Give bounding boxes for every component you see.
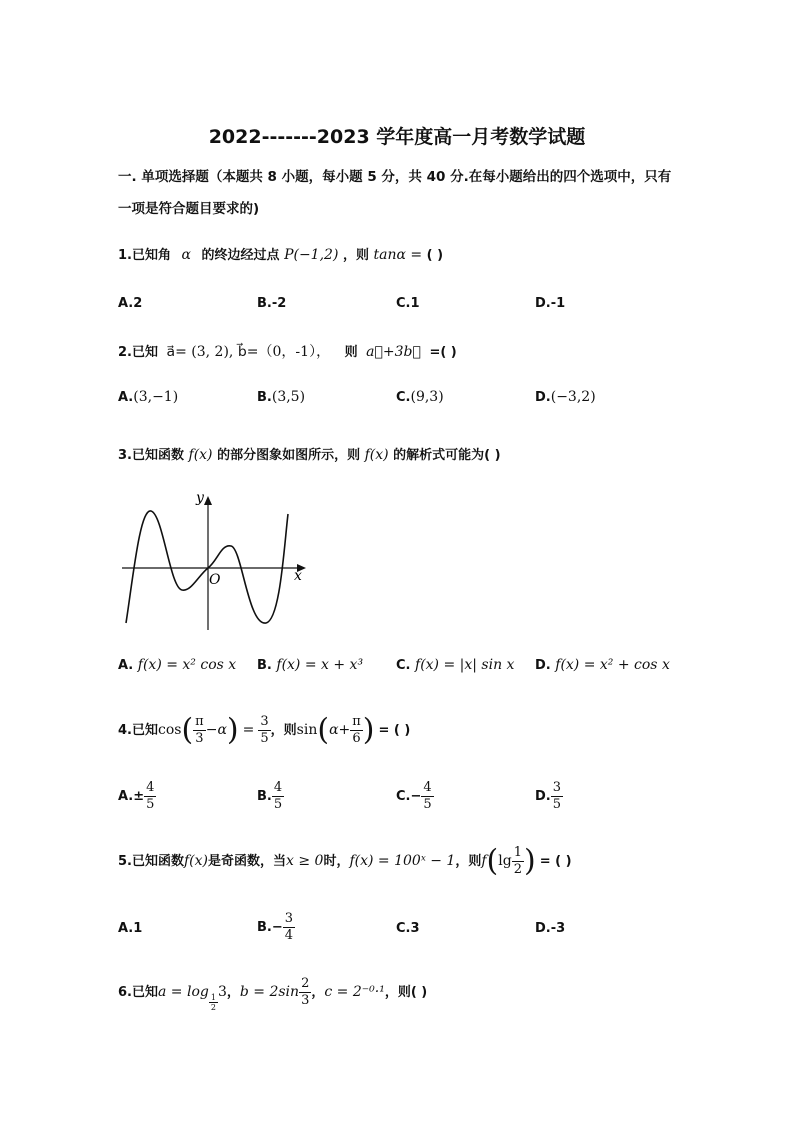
q2-option-b: B.(3,5) [257,389,306,405]
x-axis-label: x [294,568,302,584]
q2-option-a: A.(3,−1) [118,389,179,405]
q1-alpha: α [181,247,191,263]
q1-tail: ( ) [426,248,444,263]
q2-then: 则 [344,345,358,360]
q3-fx: f(x) [188,447,213,463]
q5-mid: 是奇函数，当 [208,854,287,869]
y-axis-label: y [196,490,204,506]
q6-b-definition: b = 2sin [239,984,300,1000]
question-4: 4.已知cos( $\frac{\pi}{3}$ −α) = $\frac{3}{5}$ ，则sin(α+ $\frac{\pi}{6}$ ) = ( ) [118,712,411,748]
q5-f: f [481,853,487,869]
q5-fx: f(x) [183,853,208,869]
q3-option-a: A. f(x) = x² cos x [118,657,237,673]
q4-then: ，则 [270,723,297,738]
q3-function-graph [118,488,318,633]
q6-prefix: 6.已知 [118,985,158,1000]
q2-option-d: D.(−3,2) [535,389,596,405]
q5-half: $\frac{1}{2}$ [513,845,522,877]
q4-option-d: D. $\frac{3}{5}$ [535,780,562,812]
q5-option-a: A.1 [118,921,143,936]
q4-tail: = ( ) [378,723,411,738]
q5-option-c: C.3 [396,921,420,936]
q1-option-b: B.-2 [257,296,287,311]
q2-expr: a⃗+3b⃗ [366,344,421,360]
q3-prefix: 3.已知函数 [118,448,184,463]
q3-option-d: D. f(x) = x² + cos x [535,657,670,673]
q1-option-c: C.1 [396,296,420,311]
q5-lg: lg [498,853,512,869]
q6-log-arg: 3 [217,984,227,1000]
q1-prefix: 1.已知角 [118,248,171,263]
y-axis-arrow [204,496,212,505]
function-curve [126,511,288,623]
q4-prefix: 4.已知 [118,723,158,738]
q4-option-b: B. $\frac{4}{5}$ [257,780,283,812]
q6-a-definition: a = log [157,984,209,1000]
q4-option-c: C.− $\frac{4}{5}$ [396,780,432,812]
q2-vector-a: a⃗= (3, 2), [166,344,234,360]
q1-option-d: D.-1 [535,296,566,311]
question-2 [118,341,457,361]
q4-sin: sin [296,722,318,738]
section-heading-line1: 一. 单项选择题（本题共 8 小题，每小题 5 分，共 40 分.在每小题给出的四个选项中，只有 [118,169,672,185]
q5-definition: f(x) = 100ˣ − 1 [349,853,456,869]
q5-condition: x ≥ 0 [286,853,324,869]
q2-vector-b: b⃗=（0，-1）， [237,344,331,360]
question-5: 5.已知函数f(x)是奇函数，当x ≥ 0时，f(x) = 100ˣ − 1，则f(lg $\frac{1}{2}$ ) = ( ) [118,843,572,879]
question-3 [118,444,501,463]
q5-prefix: 5.已知函数 [118,854,184,869]
section-heading-line2: 一项是符合题目要求的) [118,201,260,217]
q3-option-b: B. f(x) = x + x³ [257,657,364,673]
page-title: 2022-------2023 学年度高一月考数学试题 [208,126,586,148]
q4-alpha-plus: α+ [329,722,351,738]
q2-prefix: 2.已知 [118,345,158,360]
q1-mid: 的终边经过点 [201,248,280,263]
q3-option-c: C. f(x) = |x| sin x [396,657,515,673]
q6-log-base: $\frac{1}{2}$ [210,993,216,1012]
q2-option-c: C.(9,3) [396,389,444,405]
q1-point: P(−1,2) [284,247,339,263]
q5-tail: = ( ) [539,854,572,869]
q2-tail: =( ) [429,345,457,360]
q4-cos: cos [157,722,182,738]
question-6: 6.已知a = log $\frac{1}{2}$ 3，b = 2sin $\frac{2}{3}$ ，c = 2⁻⁰·¹，则( ) [118,976,428,1012]
q5-option-b: B.− $\frac{3}{4}$ [257,911,294,943]
q4-value: $\frac{3}{5}$ [260,714,269,746]
q6-c-definition: c = 2⁻⁰·¹ [324,984,385,1000]
q6-tail: ，则( ) [384,985,428,1000]
q3-fx2: f(x) [364,447,389,463]
q1-option-a: A.2 [118,296,143,311]
q3-mid: 的部分图象如图所示，则 [217,448,361,463]
q1-sep: ，则 [342,248,369,263]
q6-two-thirds: $\frac{2}{3}$ [301,976,310,1008]
q5-option-d: D.-3 [535,921,566,936]
q4-pi-over-6: $\frac{\pi}{6}$ [352,714,361,746]
question-1 [118,244,443,263]
q4-pi-over-3: $\frac{\pi}{3}$ [195,714,204,746]
origin-label: O [209,572,221,588]
q4-option-a: A.± $\frac{4}{5}$ [118,780,155,812]
q1-expr: tanα = [373,247,423,263]
q5-then: ，则 [455,854,482,869]
q3-tail: 的解析式可能为( ) [393,448,501,463]
q4-minus-alpha: −α [205,722,227,738]
q5-when: 时， [323,854,350,869]
